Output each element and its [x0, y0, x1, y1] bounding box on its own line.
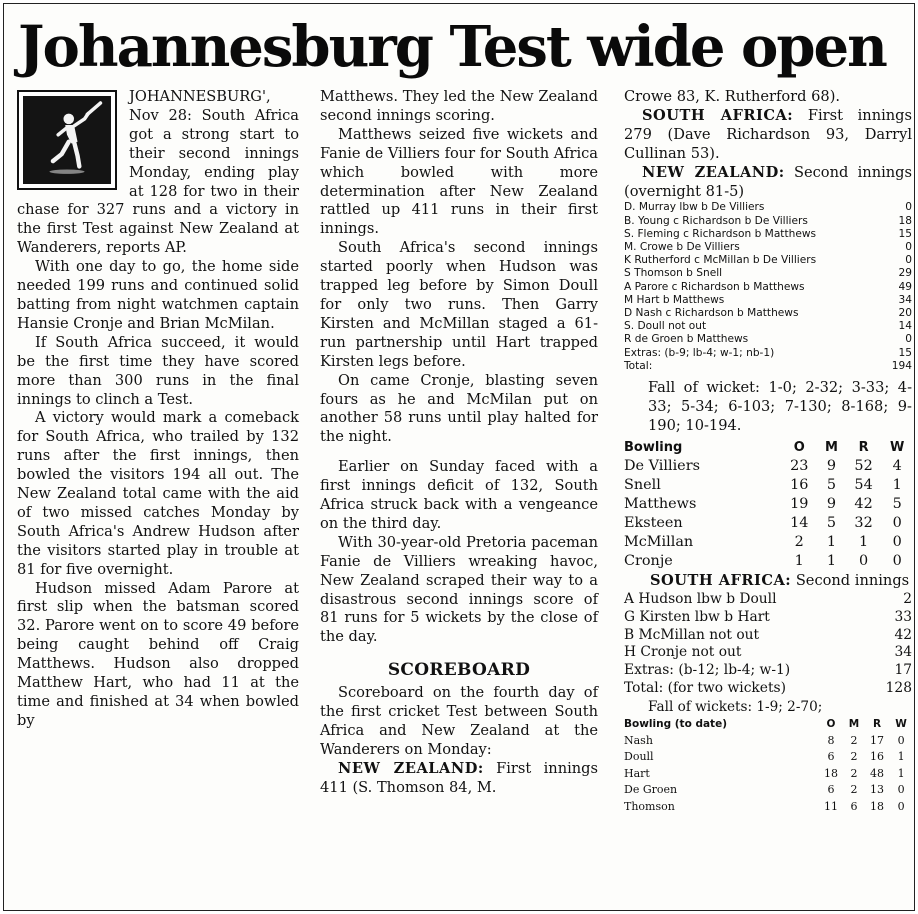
bowling-header: M — [848, 718, 860, 731]
article-paragraph: Crowe 83, K. Rutherford 68). — [624, 88, 841, 105]
bowling-figure: 0 — [892, 552, 902, 569]
batsman-runs: 42 — [894, 626, 912, 643]
bowling-row — [624, 552, 912, 571]
bowling-figure: 1 — [794, 552, 804, 569]
batting-row — [624, 360, 912, 373]
bowling-figure: 2 — [850, 783, 858, 797]
batting-row — [624, 609, 912, 627]
article-paragraph: Scoreboard on the fourth day of the first cricket Test between South Africa and New Zealand at the Wanderers on Monday: — [320, 684, 598, 758]
sa-first-innings — [624, 107, 912, 164]
batsman-dismissal: Total: — [624, 359, 653, 372]
batting-row — [624, 281, 912, 294]
article-paragraph: If South Africa succeed, it would be the first time they have scored more than 300 runs in the final innings to clinch a Test. — [17, 333, 299, 408]
nz-second-innings-heading — [624, 164, 912, 202]
batsman-dismissal: B. Young c Richardson b De Villiers — [624, 214, 808, 227]
bowling-figure: 14 — [790, 514, 809, 531]
bowling-figure: 0 — [897, 799, 905, 813]
nz-bowling-table — [624, 716, 912, 815]
batsman-runs: 194 — [891, 359, 912, 372]
bowling-figure: 0 — [897, 733, 905, 747]
innings-summary: Second innings — [795, 571, 910, 589]
batting-row — [624, 228, 912, 241]
bowling-row — [624, 514, 912, 533]
batsman-runs: 15 — [898, 227, 912, 240]
article-paragraph: Matthews. They led the New Zealand second innings scoring. — [320, 88, 598, 124]
headline: Johannesburg Test wide open — [18, 14, 886, 80]
column-3 — [624, 88, 912, 815]
bowler-name: Nash — [624, 733, 653, 747]
cricket-batsman-icon — [23, 96, 111, 184]
bowling-row — [624, 533, 912, 552]
batsman-dismissal: M Hart b Matthews — [624, 293, 725, 306]
bowling-header: Bowling (to date) — [624, 718, 727, 731]
bowling-figure: 6 — [827, 783, 835, 797]
team-label: SOUTH AFRICA: — [642, 106, 794, 124]
bowling-figure: 11 — [823, 799, 838, 813]
bowling-figure: 16 — [869, 750, 884, 764]
bowler-name: Hart — [624, 766, 650, 780]
batsman-dismissal: M. Crowe b De Villiers — [624, 241, 740, 254]
bowler-name: De Groen — [624, 783, 678, 797]
batsman-dismissal: D Nash c Richardson b Matthews — [624, 307, 799, 320]
bowling-figure: 52 — [854, 457, 873, 474]
bowling-figure: 2 — [794, 533, 804, 550]
article-paragraph: With 30-year-old Pretoria paceman Fanie de Villiers wreaking havoc, New Zealand scraped their way to a disastrous second innings score of 81 runs for 5 wickets by the close of the day. — [320, 533, 598, 646]
bowler-name: Matthews — [624, 495, 697, 512]
innings-summary: First innings 279 (Dave Richardson 93, Darryl Cullinan 53). — [624, 106, 912, 162]
article-paragraph: A victory would mark a comeback for South Africa, who trailed by 132 runs after the first innings, then bowled the visitors 194 all out. The New Zealand total came with the aid of two missed catches Monday by South Africa's Andrew Hudson after the visitors started play in trouble at 81 for five overnight. — [17, 409, 299, 578]
batting-row — [624, 294, 912, 307]
bowling-figure: 1 — [897, 766, 905, 780]
bowling-figure: 6 — [850, 799, 858, 813]
bowling-figure: 0 — [897, 783, 905, 797]
bowling-row — [624, 766, 912, 783]
bowling-figure: 1 — [826, 533, 836, 550]
bowling-figure: 2 — [850, 733, 858, 747]
batsman-runs: 34 — [898, 293, 912, 306]
bowling-row — [624, 799, 912, 816]
bowling-row — [624, 476, 912, 495]
bowling-header: Bowling — [624, 439, 683, 455]
bowling-figure: 5 — [826, 514, 836, 531]
bowling-figure: 8 — [827, 733, 835, 747]
article-paragraph: JOHANNESBURG', Nov 28: South Africa got a strong start to their second innings Monday, ending play at 128 for two in their chase for 327 runs and a victory in the first Test against New Zealand at Wanderers, reports AP. — [17, 88, 299, 257]
bowling-figure: 1 — [859, 533, 869, 550]
batsman-runs: 17 — [894, 662, 912, 679]
sa-second-innings-heading — [624, 572, 912, 591]
batsman-dismissal: S Thomson b Snell — [624, 267, 723, 280]
team-label: SOUTH AFRICA: — [650, 571, 792, 589]
batsman-dismissal: H Cronje not out — [624, 644, 742, 661]
bowling-figure: 18 — [869, 799, 884, 813]
bowling-header: O — [793, 439, 805, 455]
batsman-dismissal: A Parore c Richardson b Matthews — [624, 280, 805, 293]
bowling-figure: 1 — [826, 552, 836, 569]
batsman-dismissal: K Rutherford c McMillan b De Villiers — [624, 254, 817, 267]
nz-first-innings — [320, 760, 598, 798]
bowling-figure: 32 — [854, 514, 873, 531]
fall-of-wickets: Fall of wickets: 1-9; 2-70; — [648, 699, 823, 716]
bowler-name: Doull — [624, 750, 654, 764]
cricket-logo — [17, 90, 117, 190]
batting-row — [624, 201, 912, 214]
bowling-figure: 4 — [892, 457, 902, 474]
batsman-runs: 34 — [894, 644, 912, 661]
batsman-runs: 2 — [903, 590, 912, 607]
batsman-runs: 0 — [905, 241, 912, 254]
bowling-figure: 9 — [826, 457, 836, 474]
bowling-header: M — [824, 439, 838, 455]
article-paragraph: Earlier on Sunday faced with a first innings deficit of 132, South Africa struck back with a vengeance on the third day. — [320, 458, 598, 532]
bowler-name: Snell — [624, 476, 661, 493]
bowling-header: W — [890, 439, 905, 455]
bowler-name: Cronje — [624, 552, 673, 569]
innings-summary: Second innings (overnight 81-5) — [624, 163, 912, 200]
column-1 — [17, 88, 299, 731]
bowling-row — [624, 733, 912, 750]
batsman-runs: 33 — [894, 608, 912, 625]
batting-row — [624, 307, 912, 320]
bowling-figure: 9 — [826, 495, 836, 512]
fall-of-wicket: Fall of wicket: 1-0; 2-32; 3-33; 4-33; 5-34; 6-103; 7-130; 8-168; 9-190; 10-194. — [648, 379, 912, 434]
bowling-header-row — [624, 438, 912, 457]
batting-row — [624, 333, 912, 346]
bowling-figure: 2 — [850, 766, 858, 780]
batsman-runs: 20 — [898, 307, 912, 320]
batsman-dismissal: S. Fleming c Richardson b Matthews — [624, 227, 817, 240]
bowler-name: De Villiers — [624, 457, 700, 474]
bowling-figure: 16 — [790, 476, 809, 493]
batting-row — [624, 254, 912, 267]
bowler-name: Eksteen — [624, 514, 683, 531]
batting-row — [624, 347, 912, 360]
bowling-figure: 13 — [869, 783, 884, 797]
article-paragraph: South Africa's second innings started poorly when Hudson was trapped leg before by Simon Doull for only two runs. Then Garry Kirsten and McMillan staged a 61-run partnership until Hart trapped Kirsten legs before. — [320, 239, 598, 370]
batsman-runs: 14 — [898, 320, 912, 333]
bowling-figure: 54 — [854, 476, 873, 493]
bowling-figure: 0 — [892, 514, 902, 531]
bowling-row — [624, 749, 912, 766]
bowling-figure: 2 — [850, 750, 858, 764]
bowling-header: R — [858, 439, 869, 455]
batsman-dismissal: S. Doull not out — [624, 320, 707, 333]
batsman-runs: 18 — [898, 214, 912, 227]
bowling-figure: 48 — [869, 766, 884, 780]
batting-row — [624, 267, 912, 280]
team-label: NEW ZEALAND: — [338, 759, 484, 777]
batting-row — [624, 644, 912, 662]
batsman-runs: 15 — [898, 346, 912, 359]
bowling-figure: 42 — [854, 495, 873, 512]
batsman-dismissal: Extras: (b-9; lb-4; w-1; nb-1) — [624, 346, 775, 359]
batsman-runs: 29 — [898, 267, 912, 280]
article-paragraph: With one day to go, the home side needed 199 runs and continued solid batting from night watchmen captain Hansie Cronje and Brian McMilan. — [17, 258, 299, 332]
nz-second-innings-card — [624, 201, 912, 373]
bowling-figure: 6 — [827, 750, 835, 764]
bowling-figure: 17 — [869, 733, 884, 747]
batsman-dismissal: D. Murray lbw b De Villiers — [624, 201, 765, 214]
team-label: NEW ZEALAND: — [642, 163, 785, 181]
batsman-runs: 0 — [905, 201, 912, 214]
article-paragraph: Hudson missed Adam Parore at first slip when the batsman scored 32. Parore went on to score 49 before being caught behind off Craig Matthews. Hudson also dropped Matthew Hart, who had 11 at the time and finished at 34 when bowled by — [17, 579, 299, 729]
scoreboard-heading: SCOREBOARD — [387, 660, 531, 681]
batsman-dismissal: A Hudson lbw b Doull — [624, 590, 777, 607]
batting-row — [624, 320, 912, 333]
batting-row — [624, 627, 912, 645]
innings-summary: First innings 411 (S. Thomson 84, M. — [320, 759, 599, 796]
bowling-figure: 5 — [826, 476, 836, 493]
article-paragraph: On came Cronje, blasting seven fours as he and McMilan put on another 58 runs until play halted for the night. — [320, 371, 598, 446]
bowling-figure: 18 — [823, 766, 838, 780]
batsman-dismissal: B McMillan not out — [624, 626, 760, 643]
column-2 — [320, 88, 598, 798]
batsman-dismissal: Total: (for two wickets) — [624, 680, 786, 697]
batting-row — [624, 241, 912, 254]
bowling-row — [624, 782, 912, 799]
batsman-dismissal: R de Groen b Matthews — [624, 333, 749, 346]
sa-bowling-table — [624, 438, 912, 571]
bowling-figure: 23 — [790, 457, 809, 474]
bowler-name: McMillan — [624, 533, 694, 550]
batsman-runs: 128 — [885, 680, 912, 697]
batsman-runs: 49 — [898, 280, 912, 293]
bowling-figure: 1 — [897, 750, 905, 764]
bowling-header: W — [895, 718, 907, 731]
batting-row — [624, 591, 912, 609]
bowling-header-row — [624, 716, 912, 733]
batsman-dismissal: G Kirsten lbw b Hart — [624, 608, 770, 625]
batsman-runs: 0 — [905, 333, 912, 346]
article-paragraph: Matthews seized five wickets and Fanie de Villiers four for South Africa which bowled with more determination after New Zealand rattled up 411 runs in their first innings. — [320, 125, 598, 238]
bowling-header: O — [826, 718, 836, 731]
bowling-row — [624, 495, 912, 514]
bowling-row — [624, 457, 912, 476]
batsman-runs: 0 — [905, 254, 912, 267]
batsman-dismissal: Extras: (b-12; lb-4; w-1) — [624, 662, 791, 679]
bowling-figure: 19 — [790, 495, 809, 512]
bowler-name: Thomson — [624, 799, 675, 813]
bowling-figure: 0 — [892, 533, 902, 550]
batting-row — [624, 215, 912, 228]
bowling-figure: 0 — [859, 552, 869, 569]
bowling-header: R — [872, 718, 882, 731]
newspaper-clipping — [3, 3, 915, 911]
batting-row — [624, 680, 912, 698]
batting-row — [624, 662, 912, 680]
bowling-figure: 1 — [892, 476, 902, 493]
sa-second-innings-card — [624, 591, 912, 698]
bowling-figure: 5 — [892, 495, 902, 512]
